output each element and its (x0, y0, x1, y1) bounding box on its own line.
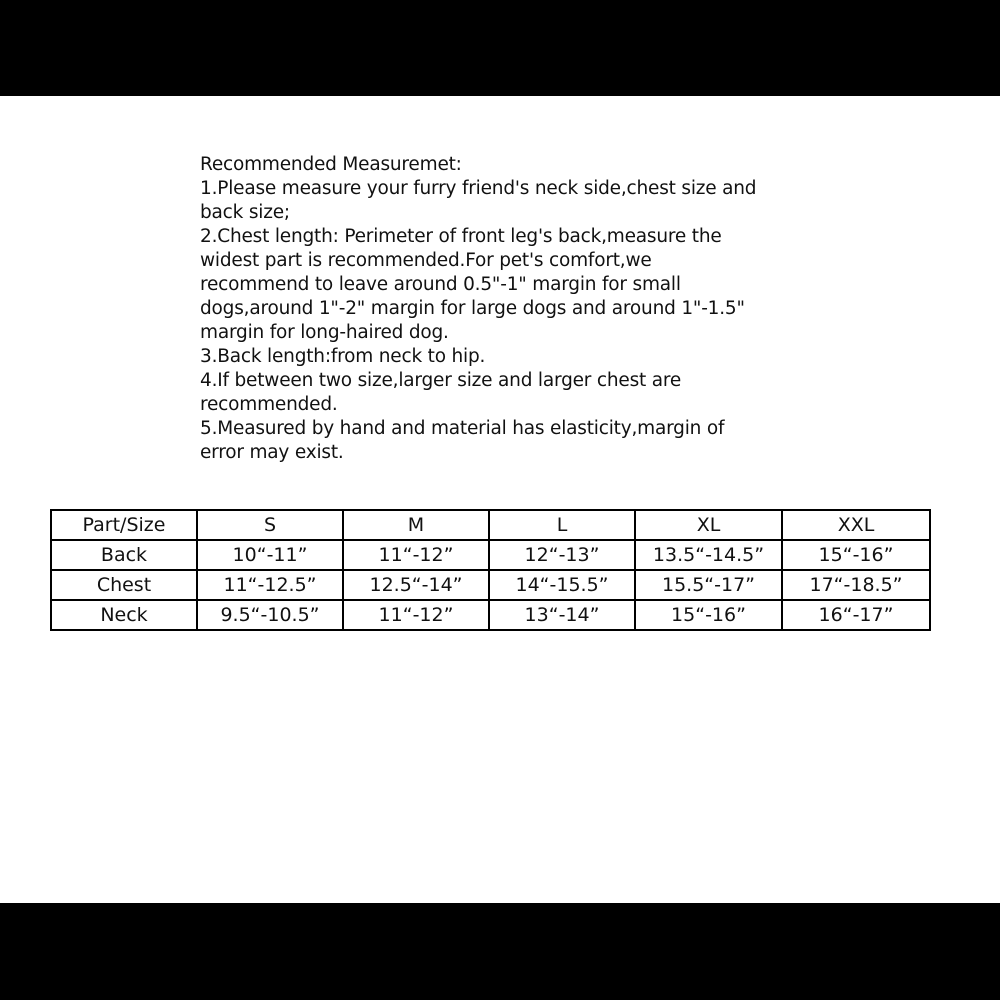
table-cell: 13.5“-14.5” (635, 540, 782, 570)
table-cell: 9.5“-10.5” (197, 600, 343, 630)
instruction-line: back size; (200, 202, 290, 223)
table-cell: 15“-16” (782, 540, 930, 570)
table-cell: 16“-17” (782, 600, 930, 630)
table-cell: 17“-18.5” (782, 570, 930, 600)
table-cell: 10“-11” (197, 540, 343, 570)
table-row-chest (51, 570, 930, 600)
table-cell: 11“-12.5” (197, 570, 343, 600)
table-row-back (51, 540, 930, 570)
instruction-line: error may exist. (200, 442, 344, 463)
table-cell: 13“-14” (489, 600, 635, 630)
instructions-title: Recommended Measuremet: (200, 154, 462, 175)
table-cell: 11“-12” (343, 600, 489, 630)
content-panel (0, 96, 1000, 903)
size-chart-table (50, 509, 931, 631)
header-cell-m: M (343, 510, 489, 540)
table-cell: 15.5“-17” (635, 570, 782, 600)
header-cell-xl: XL (635, 510, 782, 540)
instruction-line: 4.If between two size,larger size and larger chest are (200, 370, 682, 391)
header-cell-s: S (197, 510, 343, 540)
table-cell: 11“-12” (343, 540, 489, 570)
table-row-neck (51, 600, 930, 630)
table-cell: 12“-13” (489, 540, 635, 570)
instruction-line: dogs,around 1"-2" margin for large dogs and around 1"-1.5" (200, 298, 745, 319)
header-cell-l: L (489, 510, 635, 540)
instruction-line: 1.Please measure your furry friend's neck side,chest size and (200, 178, 757, 199)
instruction-line: 5.Measured by hand and material has elasticity,margin of (200, 418, 725, 439)
instruction-line: 2.Chest length: Perimeter of front leg's back,measure the (200, 226, 722, 247)
instruction-line: margin for long-haired dog. (200, 322, 449, 343)
header-cell-part-size: Part/Size (51, 510, 197, 540)
table-cell: 14“-15.5” (489, 570, 635, 600)
header-cell-xxl: XXL (782, 510, 930, 540)
row-label-chest: Chest (51, 570, 197, 600)
instruction-line: 3.Back length:from neck to hip. (200, 346, 486, 367)
instruction-line: widest part is recommended.For pet's comfort,we (200, 250, 652, 271)
table-cell: 15“-16” (635, 600, 782, 630)
table-cell: 12.5“-14” (343, 570, 489, 600)
row-label-back: Back (51, 540, 197, 570)
table-header-row (51, 510, 930, 540)
measurement-instructions (200, 153, 790, 465)
instruction-line: recommend to leave around 0.5"-1" margin for small (200, 274, 681, 295)
instruction-line: recommended. (200, 394, 338, 415)
row-label-neck: Neck (51, 600, 197, 630)
